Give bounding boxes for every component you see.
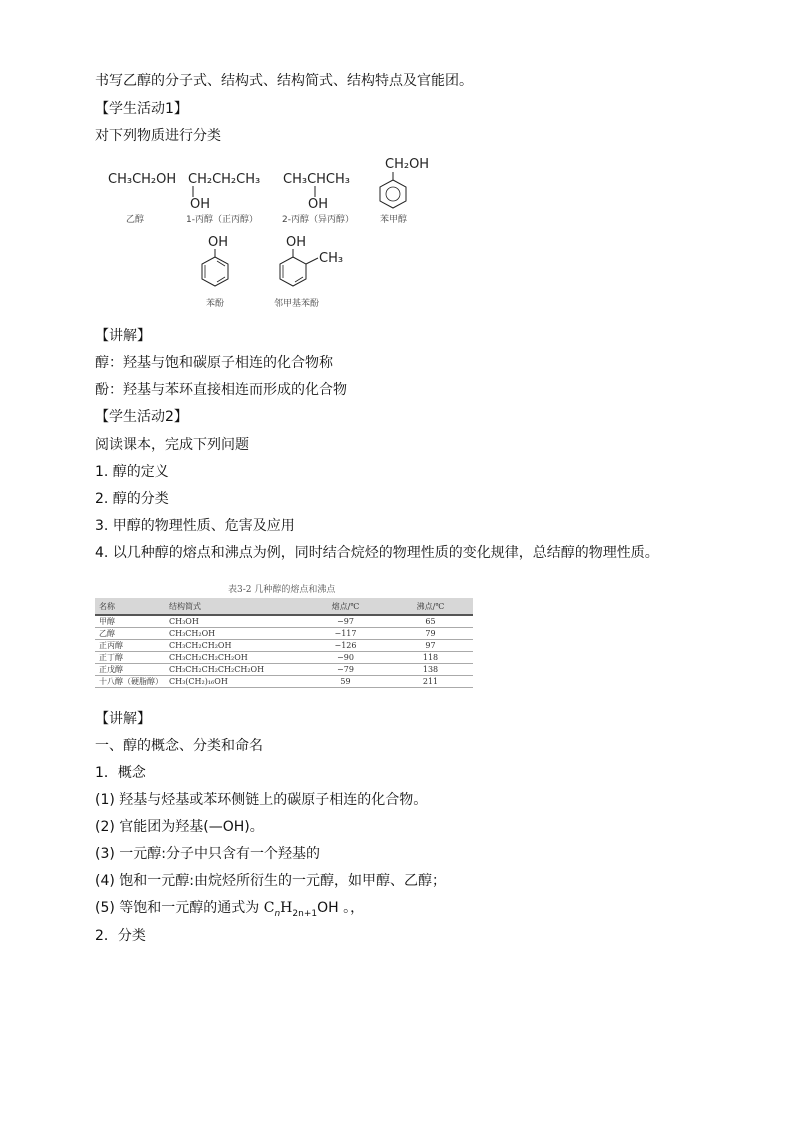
concept-item-3: (3) 一元醇:分子中只含有一个羟基的 <box>95 846 320 862</box>
structures-row-2 <box>190 232 370 314</box>
cell-boiling-point: 79 <box>425 629 436 638</box>
o-cresol-structure <box>274 235 343 309</box>
table-row <box>95 615 473 628</box>
svg-text:2-丙醇（异丙醇）: 2-丙醇（异丙醇） <box>282 215 354 225</box>
cell-name: 正戊醇 <box>99 665 123 674</box>
activity1-instruction: 对下列物质进行分类 <box>95 128 221 144</box>
formula-c: C <box>263 900 275 916</box>
activity2-instruction: 阅读课本，完成下列问题 <box>95 437 249 453</box>
svg-text:OH: OH <box>190 197 211 212</box>
question-2: 2. 醇的分类 <box>95 491 169 507</box>
structures-row-1 <box>100 150 440 230</box>
lecture1-title: 【讲解】 <box>95 328 151 344</box>
cell-structure: CH₃(CH₂)₁₆OH <box>169 677 228 686</box>
svg-text:乙醇: 乙醇 <box>126 215 145 225</box>
cell-name: 正丙醇 <box>99 641 123 650</box>
concept-heading: 1．概念 <box>95 765 146 781</box>
lecture2-title: 【讲解】 <box>95 711 151 727</box>
item5-suffix: OH 。， <box>317 900 365 916</box>
question-1: 1. 醇的定义 <box>95 464 169 480</box>
svg-text:苯甲醇: 苯甲醇 <box>380 215 408 225</box>
header-name: 名称 <box>99 601 115 611</box>
svg-text:OH: OH <box>308 197 329 212</box>
table-row <box>95 676 473 688</box>
svg-text:CH₃CHCH₃: CH₃CHCH₃ <box>283 172 350 187</box>
table-caption: 表3-2 几种醇的熔点和沸点 <box>228 585 336 595</box>
question-4: 4. 以几种醇的熔点和沸点为例，同时结合烷烃的物理性质的变化规律，总结醇的物理性质。 <box>95 545 659 561</box>
svg-text:1-丙醇（正丙醇）: 1-丙醇（正丙醇） <box>186 215 258 225</box>
phenol-structure <box>202 235 228 309</box>
svg-text:CH₂OH: CH₂OH <box>385 157 430 172</box>
cell-melting-point: −79 <box>337 665 354 674</box>
header-structure: 结构简式 <box>169 601 201 611</box>
header-melting-point: 熔点/℃ <box>331 601 360 611</box>
cell-name: 正丁醇 <box>99 653 123 662</box>
cell-boiling-point: 138 <box>422 665 439 674</box>
formula-sub: 2n+1 <box>292 908 318 919</box>
table-row <box>95 652 473 664</box>
svg-text:邻甲基苯酚: 邻甲基苯酚 <box>274 299 320 309</box>
header-boiling-point: 沸点/℃ <box>416 601 445 611</box>
classification-heading: 2．分类 <box>95 928 146 944</box>
activity2-title: 【学生活动2】 <box>95 409 188 425</box>
cell-melting-point: −117 <box>334 629 357 638</box>
svg-text:OH: OH <box>286 235 307 250</box>
table-row <box>95 640 473 652</box>
2-propanol-structure <box>282 172 354 225</box>
concept-item-4: (4) 饱和一元醇:由烷烃所衍生的一元醇，如甲醇、乙醇； <box>95 873 446 889</box>
concept-item-5 <box>95 899 364 923</box>
table-row <box>95 628 473 640</box>
intro-text: 书写乙醇的分子式、结构式、结构简式、结构特点及官能团。 <box>95 73 473 89</box>
1-propanol-structure <box>186 172 260 225</box>
cell-name: 乙醇 <box>99 629 115 638</box>
cell-melting-point: −90 <box>337 653 354 662</box>
concept-item-2: (2) 官能团为羟基(—OH)。 <box>95 819 264 835</box>
cell-melting-point: −97 <box>337 617 354 626</box>
cell-structure: CH₃CH₂CH₂OH <box>169 641 232 650</box>
cell-name: 十八醇（硬脂醇） <box>99 677 163 686</box>
cell-melting-point: −126 <box>334 641 357 650</box>
phenol-definition: 酚：羟基与苯环直接相连而形成的化合物 <box>95 382 347 398</box>
ethanol-structure <box>108 172 176 225</box>
question-3: 3. 甲醇的物理性质、危害及应用 <box>95 518 295 534</box>
activity1-title: 【学生活动1】 <box>95 101 188 117</box>
svg-text:CH₃: CH₃ <box>319 251 344 266</box>
cell-boiling-point: 211 <box>422 677 439 686</box>
svg-text:CH₂CH₂CH₃: CH₂CH₂CH₃ <box>188 172 261 187</box>
formula-h: H <box>280 900 293 916</box>
cell-melting-point: 59 <box>340 677 351 686</box>
svg-text:苯酚: 苯酚 <box>206 299 225 309</box>
concept-item-1: (1) 羟基与烃基或苯环侧链上的碳原子相连的化合物。 <box>95 792 428 808</box>
cell-name: 甲醇 <box>99 617 115 626</box>
cell-boiling-point: 97 <box>425 641 436 650</box>
svg-text:OH: OH <box>208 235 229 250</box>
cell-structure: CH₃CH₂OH <box>169 629 216 638</box>
cell-structure: CH₃CH₂CH₂CH₂CH₂OH <box>169 665 265 674</box>
table-header-row <box>95 598 473 615</box>
benzyl-alcohol-structure <box>380 157 429 225</box>
cell-structure: CH₃CH₂CH₂CH₂OH <box>169 653 248 662</box>
item5-prefix: (5) 等饱和一元醇的通式为 <box>95 900 264 916</box>
formula-n: n <box>274 908 281 919</box>
svg-text:CH₃CH₂OH: CH₃CH₂OH <box>108 172 177 187</box>
cell-boiling-point: 118 <box>422 653 439 662</box>
section-heading: 一、醇的概念、分类和命名 <box>95 738 263 754</box>
cell-structure: CH₃OH <box>169 617 199 626</box>
cell-boiling-point: 65 <box>425 617 436 626</box>
table-row <box>95 664 473 676</box>
alcohol-definition: 醇：羟基与饱和碳原子相连的化合物称 <box>95 355 333 371</box>
alcohol-properties-table <box>95 598 473 688</box>
